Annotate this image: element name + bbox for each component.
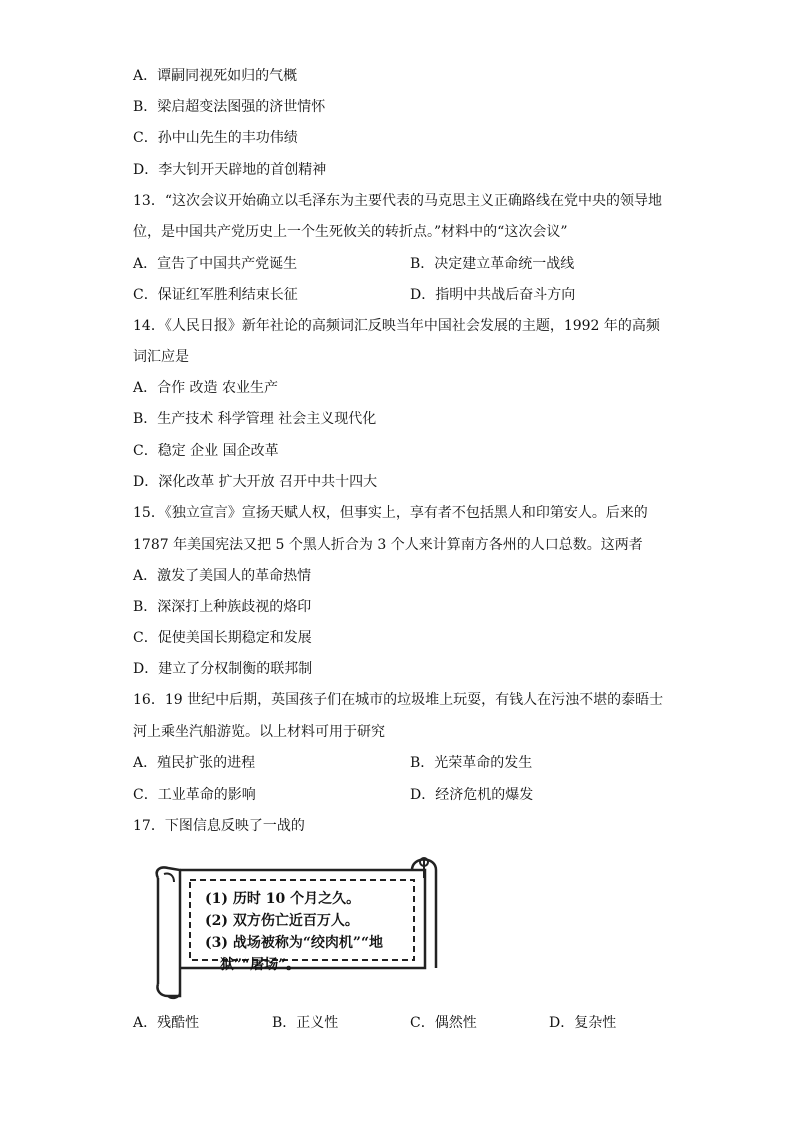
q17-option-c: C．偶然性 — [410, 1015, 477, 1031]
q12-option-d: D．李大钊开天辟地的首创精神 — [133, 162, 327, 178]
q12-option-b: B．梁启超变法图强的济世情怀 — [133, 99, 326, 115]
q15-option-b: B．深深打上种族歧视的烙印 — [133, 599, 312, 615]
q17-stem: 17．下图信息反映了一战的 — [133, 818, 305, 834]
q15-option-a: A．激发了美国人的革命热情 — [133, 568, 312, 584]
q13-option-a: A．宣告了中国共产党诞生 — [133, 256, 298, 272]
q16-option-d: D．经济危机的爆发 — [410, 787, 534, 803]
scroll-line-4: 狱”“屠场”。 — [220, 957, 301, 973]
q14-option-a: A．合作 改造 农业生产 — [133, 380, 279, 396]
q14-option-c: C．稳定 企业 国企改革 — [133, 443, 279, 459]
q15-option-c: C．促使美国长期稳定和发展 — [133, 630, 312, 646]
scroll-line-1: (1) 历时 10 个月之久。 — [205, 891, 361, 907]
q13-option-d: D．指明中共战后奋斗方向 — [410, 287, 576, 303]
q14-option-d: D．深化改革 扩大开放 召开中共十四大 — [133, 474, 378, 490]
q13-option-c: C．保证红军胜利结束长征 — [133, 287, 298, 303]
q13-stem-line2: 位，是中国共产党历史上一个生死攸关的转折点。”材料中的“这次会议” — [133, 224, 568, 240]
q13-stem-line1: 13．“这次会议开始确立以毛泽东为主要代表的马克思主义正确路线在党中央的领导地 — [133, 193, 662, 209]
q12-option-c: C．孙中山先生的丰功伟绩 — [133, 130, 298, 146]
q13-option-b: B．决定建立革命统一战线 — [410, 256, 575, 272]
q17-option-a: A．残酷性 — [133, 1015, 200, 1031]
q14-stem-line2: 词汇应是 — [133, 349, 189, 365]
q16-option-a: A．殖民扩张的进程 — [133, 755, 256, 771]
q16-option-b: B．光荣革命的发生 — [410, 755, 533, 771]
scroll-line-3: (3) 战场被称为“绞肉机”“地 — [205, 935, 384, 951]
q17-option-d: D．复杂性 — [549, 1015, 617, 1031]
q12-option-a: A．谭嗣同视死如归的气概 — [133, 68, 298, 84]
q16-stem-line2: 河上乘坐汽船游览。以上材料可用于研究 — [133, 724, 385, 740]
q16-option-c: C．工业革命的影响 — [133, 787, 256, 803]
scroll-line-2: (2) 双方伤亡近百万人。 — [205, 913, 359, 929]
q15-option-d: D．建立了分权制衡的联邦制 — [133, 661, 313, 677]
q17-option-b: B．正义性 — [272, 1015, 339, 1031]
q16-stem-line1: 16．19 世纪中后期，英国孩子们在城市的垃圾堆上玩耍，有钱人在污浊不堪的泰晤士 — [133, 692, 664, 708]
q14-option-b: B．生产技术 科学管理 社会主义现代化 — [133, 411, 377, 427]
q14-stem-line1: 14．《人民日报》新年社论的高频词汇反映当年中国社会发展的主题，1992 年的高频 — [133, 318, 660, 334]
q15-stem-line2: 1787 年美国宪法又把 5 个黑人折合为 3 个人来计算南方各州的人口总数。这两者 — [133, 537, 643, 553]
q15-stem-line1: 15．《独立宣言》宣扬天赋人权，但事实上，享有者不包括黑人和印第安人。后来的 — [133, 505, 648, 521]
